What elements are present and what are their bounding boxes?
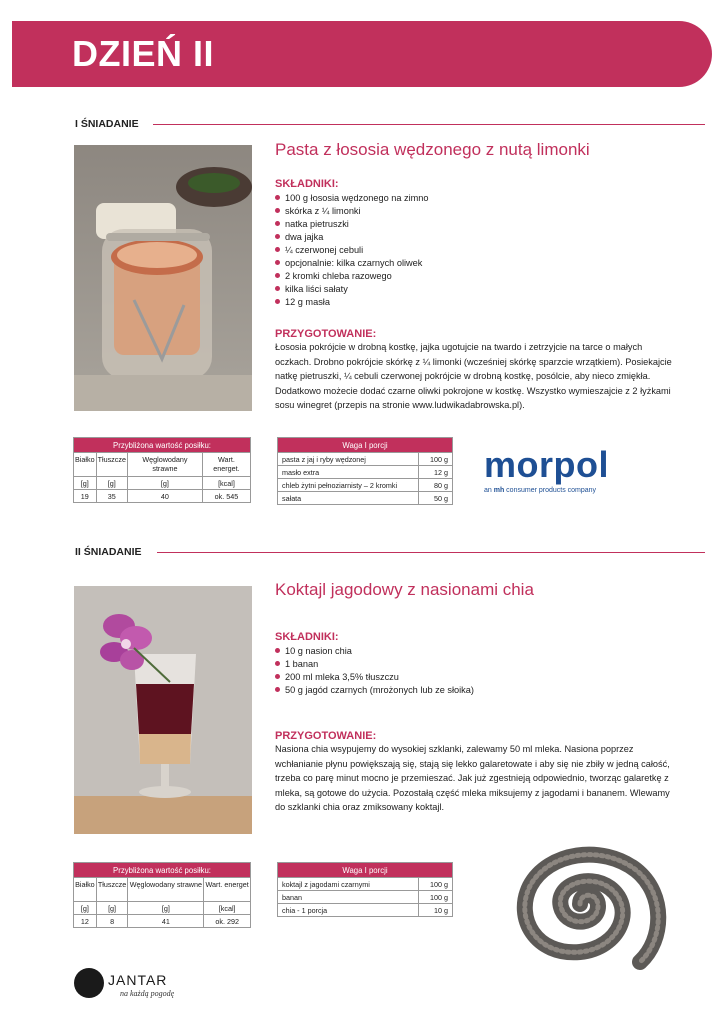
ingredient-item: skórka z ¼ limonki	[275, 205, 429, 218]
ingredients-heading: SKŁADNIKI:	[275, 178, 339, 190]
portion-weight-table	[277, 862, 453, 917]
portion-caption: Waga I porcji	[278, 438, 453, 453]
nutrition-value: 8	[96, 915, 128, 928]
salmon-paste-jar-photo	[74, 145, 252, 411]
preparation-text: Łososia pokrójcie w drobną kostkę, jajka ugotujcie na twardo i zetrzyjcie na tarce o małych oczkach. Drobno pokrójcie skórkę z ¼ limonki (wcześniej skórkę sparzcie wrzątkiem). Posiekajcie natkę pietruszki, ¼ cebuli czerwonej pokrójcie w drobną kostkę, posólcie, aby nieco zmiękła. Dodatkowo możecie dodać czarne oliwki pokrojone w kostkę. Wszystko wymieszajcie z 2 łyżkami sosu winegret (przepis na stronie www.ludwikadabrowska.pl).	[275, 342, 672, 410]
ingredient-item: opcjonalnie: kilka czarnych oliwek	[275, 257, 429, 270]
ingredients-list	[275, 645, 474, 697]
table-row	[278, 453, 453, 466]
nutrition-value: 12	[74, 915, 97, 928]
jantar-emblem-icon	[74, 968, 104, 998]
portion-grams: 10 g	[419, 904, 453, 917]
nutrition-value: ok. 545	[202, 490, 250, 503]
blueberry-smoothie-photo	[74, 586, 252, 834]
ingredient-item: dwa jajka	[275, 231, 429, 244]
portion-caption: Waga I porcji	[278, 863, 453, 878]
nutrition-unit: [g]	[127, 477, 202, 490]
table-row	[278, 904, 453, 917]
nutrition-header: Białko	[74, 878, 97, 902]
portion-weight-table	[277, 437, 453, 505]
preparation-text: Nasiona chia wsypujemy do wysokiej szklanki, zalewamy 50 ml mleka. Nasiona poprzez wchłanianie płynu powiększają się, stają się lekko galaretowate i aby się nie zbiły w jedną całość, trzeba co parę minut mocno je przemieszać. Jak już zgestnieją odpowiednio, tworząc galaretkę z mleka, są gotowe do użycia. Pozostałą część mleka miksujemy z jagodami i bananem. Wlewamy do szklanki chia oraz zmiksowany koktajl.	[275, 744, 670, 812]
chia-seeds-spiral-photo	[470, 822, 690, 987]
recipe-title: Pasta z łososia wędzonego z nutą limonki	[275, 140, 590, 159]
ingredient-item: kilka liści sałaty	[275, 283, 429, 296]
nutrition-header: Tłuszcze	[96, 878, 128, 902]
portion-grams: 50 g	[419, 492, 453, 505]
ingredients-heading: SKŁADNIKI:	[275, 631, 339, 643]
nutrition-unit: [kcal]	[204, 902, 251, 915]
section-divider	[153, 124, 705, 125]
nutrition-caption: Przybliżona wartość posiłku:	[74, 438, 251, 453]
ingredient-item: 50 g jagód czarnych (mrożonych lub ze słoika)	[275, 684, 474, 697]
day-header-banner	[12, 21, 712, 87]
nutrition-caption: Przybliżona wartość posiłku:	[74, 863, 251, 878]
nutrition-header: Tłuszcze	[96, 453, 127, 477]
nutrition-table	[73, 437, 251, 503]
portion-grams: 100 g	[419, 891, 453, 904]
section-divider	[157, 552, 705, 553]
ingredient-item: 2 kromki chleba razowego	[275, 270, 429, 283]
ingredient-item: 100 g łososia wędzonego na zimno	[275, 192, 429, 205]
ingredient-item: ¼ czerwonej cebuli	[275, 244, 429, 257]
section-label: II ŚNIADANIE	[75, 546, 142, 558]
jantar-logo	[74, 968, 194, 1008]
nutrition-header: Wart. energet.	[202, 453, 250, 477]
section-header-breakfast-2	[75, 546, 705, 560]
nutrition-unit: [kcal]	[202, 477, 250, 490]
portion-item: pasta z jaj i ryby wędzonej	[278, 453, 419, 466]
recipe-title: Koktajl jagodowy z nasionami chia	[275, 580, 534, 599]
nutrition-header: Białko	[74, 453, 97, 477]
nutrition-value: ok. 292	[204, 915, 251, 928]
preparation-heading: PRZYGOTOWANIE:	[275, 328, 377, 340]
nutrition-value: 41	[128, 915, 204, 928]
table-row	[278, 878, 453, 891]
portion-item: sałata	[278, 492, 419, 505]
table-row	[278, 891, 453, 904]
ingredient-item: 1 banan	[275, 658, 474, 671]
table-row	[278, 492, 453, 505]
page-title: DZIEŃ II	[72, 33, 215, 74]
nutrition-unit: [g]	[74, 477, 97, 490]
morpol-logo	[484, 445, 629, 505]
portion-grams: 80 g	[419, 479, 453, 492]
ingredient-item: 12 g masła	[275, 296, 429, 309]
morpol-wordmark: morpol	[484, 444, 609, 485]
portion-grams: 100 g	[419, 453, 453, 466]
nutrition-header: Węglowodany strawne	[127, 453, 202, 477]
nutrition-value: 35	[96, 490, 127, 503]
nutrition-unit: [g]	[74, 902, 97, 915]
ingredients-list	[275, 192, 429, 309]
nutrition-header: Wart. energet	[204, 878, 251, 902]
nutrition-value: 19	[74, 490, 97, 503]
nutrition-table	[73, 862, 251, 928]
jantar-wordmark: JANTAR	[108, 972, 168, 988]
nutrition-unit: [g]	[128, 902, 204, 915]
nutrition-unit: [g]	[96, 477, 127, 490]
section-label: I ŚNIADANIE	[75, 118, 139, 130]
portion-item: chia - 1 porcja	[278, 904, 419, 917]
nutrition-unit: [g]	[96, 902, 128, 915]
ingredient-item: 200 ml mleka 3,5% tłuszczu	[275, 671, 474, 684]
nutrition-header: Węglowodany strawne	[128, 878, 204, 902]
jantar-slogan: na każdą pogodę	[120, 989, 175, 998]
portion-item: banan	[278, 891, 419, 904]
portion-item: koktajl z jagodami czarnymi	[278, 878, 419, 891]
section-header-breakfast-1	[75, 118, 705, 132]
portion-item: chleb żytni pełnoziarnisty – 2 kromki	[278, 479, 419, 492]
ingredient-item: 10 g nasion chia	[275, 645, 474, 658]
table-row	[278, 466, 453, 479]
preparation-heading: PRZYGOTOWANIE:	[275, 730, 377, 742]
portion-grams: 12 g	[419, 466, 453, 479]
table-row	[278, 479, 453, 492]
morpol-tagline: an mh consumer products company	[484, 487, 597, 494]
portion-item: masło extra	[278, 466, 419, 479]
portion-grams: 100 g	[419, 878, 453, 891]
ingredient-item: natka pietruszki	[275, 218, 429, 231]
nutrition-value: 40	[127, 490, 202, 503]
